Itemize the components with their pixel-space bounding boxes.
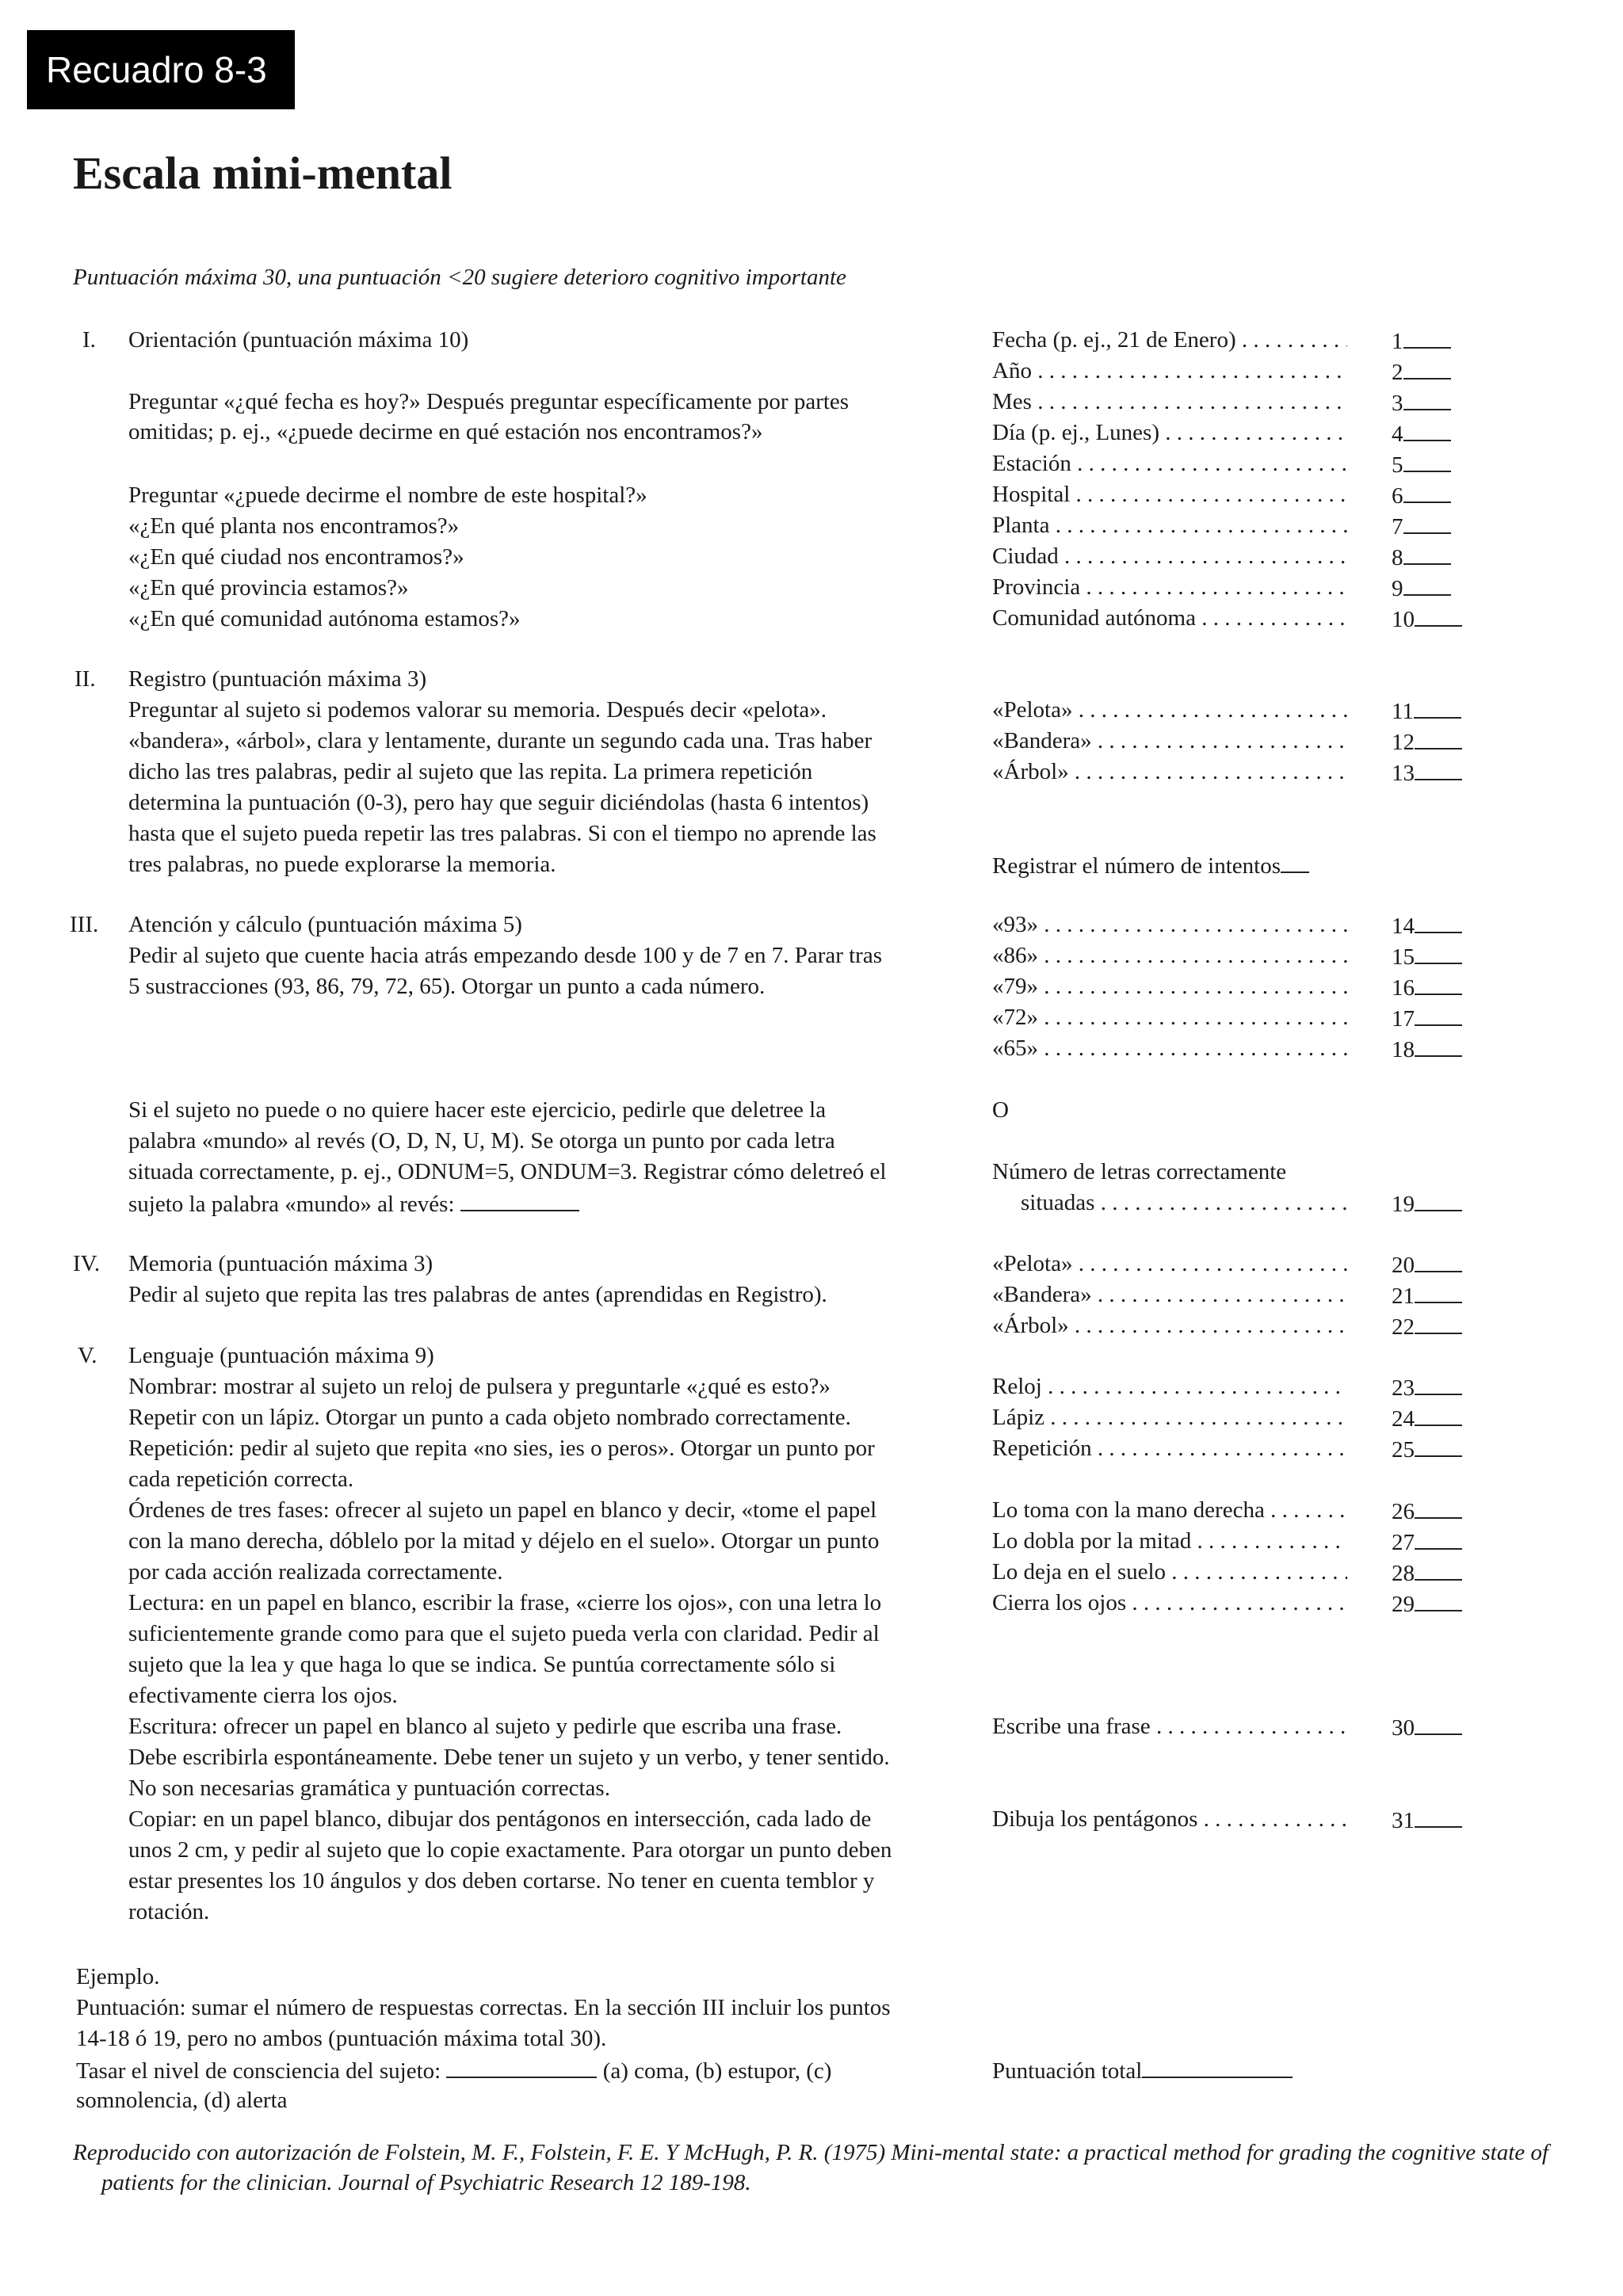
instruction-line: situada correctamente, p. ej., ODNUM=5, ONDUM=3. Registrar cómo deletreó el <box>128 1159 887 1184</box>
item-label: Lo dobla por la mitad . . . <box>992 1526 1347 1556</box>
instruction-line: «¿En qué provincia estamos?» <box>128 575 409 601</box>
score-slot[interactable] <box>1392 1249 1462 1280</box>
score-blank <box>1415 910 1462 933</box>
instruction-line <box>128 1188 579 1219</box>
item-label: Número de letras correctamente <box>992 1159 1287 1184</box>
score-blank <box>1403 572 1451 596</box>
score-slot[interactable] <box>1392 1526 1462 1558</box>
score-slot[interactable] <box>1392 1371 1462 1403</box>
item-number: 20 <box>1392 1253 1415 1278</box>
score-slot[interactable] <box>1392 356 1451 387</box>
instruction-line: Preguntar «¿puede decirme el nombre de este hospital?» <box>128 482 647 508</box>
item-number: 9 <box>1392 576 1403 601</box>
instruction-line: sujeto que la lea y que haga lo que se indica. Se puntúa correctamente sólo si <box>128 1652 836 1677</box>
item-label: Dibuja los pentágonos . . . <box>992 1804 1347 1834</box>
score-slot[interactable] <box>1392 1495 1462 1527</box>
consciousness-line <box>76 2054 831 2086</box>
score-blank <box>1415 1804 1462 1828</box>
total-score-blank[interactable] <box>1142 2054 1293 2078</box>
item-label: Planta . . . <box>992 510 1347 540</box>
score-slot[interactable] <box>1392 1433 1462 1465</box>
item-label: «Bandera» . . . <box>992 726 1347 756</box>
item-label: Hospital . . . <box>992 479 1347 509</box>
score-blank <box>1415 971 1462 995</box>
item-number: 13 <box>1392 761 1415 786</box>
attempts-blank[interactable] <box>1281 849 1309 873</box>
score-blank <box>1415 1033 1462 1057</box>
score-blank <box>1415 1188 1462 1211</box>
consciousness-options: (a) coma, (b) estupor, (c) <box>602 2058 832 2084</box>
item-number: 12 <box>1392 730 1415 755</box>
score-blank <box>1415 1526 1462 1550</box>
section-number: IV. <box>73 1251 101 1276</box>
instruction-line: determina la puntuación (0-3), pero hay que seguir diciéndolas (hasta 6 intentos) <box>128 790 869 815</box>
score-blank <box>1414 695 1461 719</box>
item-label: «93» . . . <box>992 910 1347 940</box>
score-slot[interactable] <box>1392 1804 1462 1836</box>
attempts-line <box>992 849 1309 881</box>
item-number: 4 <box>1392 421 1403 447</box>
score-slot[interactable] <box>1392 1588 1462 1619</box>
section-title: Atención y cálculo (puntuación máxima 5) <box>128 912 522 937</box>
item-number: 2 <box>1392 360 1403 385</box>
item-number: 7 <box>1392 514 1403 540</box>
score-slot[interactable] <box>1392 448 1451 480</box>
section-number: II. <box>74 666 96 692</box>
instruction-line: por cada acción realizada correctamente. <box>128 1559 503 1585</box>
item-label: Lápiz . . . <box>992 1402 1347 1432</box>
instruction-line: Pedir al sujeto que cuente hacia atrás empezando desde 100 y de 7 en 7. Parar tras <box>128 943 882 968</box>
score-slot[interactable] <box>1392 695 1461 727</box>
item-label: «Bandera» . . . <box>992 1280 1347 1310</box>
score-slot[interactable] <box>1392 325 1451 357</box>
item-label: «Árbol» . . . <box>992 757 1347 787</box>
instruction-line: No son necesarias gramática y puntuación correctas. <box>128 1775 610 1801</box>
score-blank <box>1415 1711 1462 1735</box>
score-blank <box>1403 325 1451 349</box>
instruction-line: efectivamente cierra los ojos. <box>128 1683 398 1708</box>
citation <box>73 2138 1563 2198</box>
item-label: «72» . . . <box>992 1002 1347 1032</box>
instruction-line: Pedir al sujeto que repita las tres palabras de antes (aprendidas en Registro). <box>128 1282 827 1307</box>
item-number: 21 <box>1392 1283 1415 1309</box>
score-blank <box>1415 1402 1462 1426</box>
instruction-line: Si el sujeto no puede o no quiere hacer este ejercicio, pedirle que deletree la <box>128 1097 827 1123</box>
item-label: Lo toma con la mano derecha . . . <box>992 1495 1347 1525</box>
section-title: Orientación (puntuación máxima 10) <box>128 327 469 353</box>
score-blank <box>1415 603 1462 627</box>
item-number: 22 <box>1392 1314 1415 1340</box>
score-blank <box>1415 1557 1462 1581</box>
instruction-line: suficientemente grande como para que el sujeto pueda verla con claridad. Pedir al <box>128 1621 880 1646</box>
instruction-line: unos 2 cm, y pedir al sujeto que lo copie exactamente. Para otorgar un punto deben <box>128 1837 892 1863</box>
instruction-line: rotación. <box>128 1899 210 1924</box>
item-label: «79» . . . <box>992 971 1347 1001</box>
section-number: III. <box>70 912 99 937</box>
section-title: Lenguaje (puntuación máxima 9) <box>128 1343 434 1368</box>
instruction-line: Nombrar: mostrar al sujeto un reloj de pulsera y preguntarle «¿qué es esto?» <box>128 1374 831 1399</box>
total-score-label: Puntuación total <box>992 2058 1143 2084</box>
instruction-line: Copiar: en un papel blanco, dibujar dos pentágonos en intersección, cada lado de <box>128 1806 872 1832</box>
instruction-line: Escritura: ofrecer un papel en blanco al sujeto y pedirle que escriba una frase. <box>128 1714 842 1739</box>
scoring-line: 14-18 ó 19, pero no ambos (puntuación máxima total 30). <box>76 2026 607 2051</box>
instruction-line: omitidas; p. ej., «¿puede decirme en qué estación nos encontramos?» <box>128 419 763 444</box>
instruction-line: Repetir con un lápiz. Otorgar un punto a cada objeto nombrado correctamente. <box>128 1405 851 1430</box>
item-number: 14 <box>1392 913 1415 939</box>
page-title: Escala mini-mental <box>73 147 453 199</box>
item-number: 10 <box>1392 607 1415 632</box>
score-slot[interactable] <box>1392 1310 1462 1342</box>
item-label: «65» . . . <box>992 1033 1347 1063</box>
score-slot[interactable] <box>1392 1280 1462 1311</box>
instruction-text: sujeto la palabra «mundo» al revés: <box>128 1192 455 1217</box>
score-slot[interactable] <box>1392 726 1462 757</box>
score-slot[interactable] <box>1392 1557 1462 1589</box>
score-blank <box>1415 1280 1462 1303</box>
score-blank <box>1403 541 1451 565</box>
subtitle: Puntuación máxima 30, una puntuación <20 sugiere deterioro cognitivo importante <box>73 265 846 290</box>
item-label: Ciudad . . . <box>992 541 1347 571</box>
instruction-line: Preguntar al sujeto si podemos valorar su memoria. Después decir «pelota». <box>128 697 827 723</box>
instruction-line: Lectura: en un papel en blanco, escribir la frase, «cierre los ojos», con una letra lo <box>128 1590 882 1615</box>
score-blank <box>1415 1310 1462 1334</box>
item-number: 19 <box>1392 1192 1415 1217</box>
score-slot[interactable] <box>1392 1033 1462 1065</box>
instruction-line: Preguntar «¿qué fecha es hoy?» Después preguntar específicamente por partes <box>128 389 850 414</box>
instruction-line: «¿En qué ciudad nos encontramos?» <box>128 544 464 570</box>
score-slot[interactable] <box>1392 418 1451 449</box>
instruction-line: 5 sustracciones (93, 86, 79, 72, 65). Otorgar un punto a cada número. <box>128 974 766 999</box>
item-number: 25 <box>1392 1437 1415 1463</box>
score-blank <box>1415 1002 1462 1026</box>
citation-line: patients for the clinician. Journal of Psychiatric Research 12 189-198. <box>101 2170 751 2195</box>
item-label: «Pelota» . . . <box>992 1249 1347 1279</box>
item-label: Provincia . . . <box>992 572 1347 602</box>
item-number: 3 <box>1392 391 1403 416</box>
score-blank <box>1403 418 1451 441</box>
item-label: Año . . . <box>992 356 1347 386</box>
instruction-line: Repetición: pedir al sujeto que repita «no sies, ies o peros». Otorgar un punto por <box>128 1436 875 1461</box>
item-number: 18 <box>1392 1037 1415 1062</box>
item-number: 15 <box>1392 944 1415 970</box>
item-number: 30 <box>1392 1715 1415 1741</box>
score-slot[interactable] <box>1392 572 1451 604</box>
section-title: Registro (puntuación máxima 3) <box>128 666 427 692</box>
score-slot[interactable] <box>1392 1711 1462 1743</box>
instruction-line: dicho las tres palabras, pedir al sujeto que las repita. La primera repetición <box>128 759 813 784</box>
total-score-line <box>992 2054 1293 2086</box>
score-blank <box>1403 448 1451 472</box>
score-blank <box>1403 356 1451 379</box>
citation-line: Reproducido con autorización de Folstein, M. F., Folstein, F. E. Y McHugh, P. R. (1975) Mini-mental state: a practical method for grading the cognitive state of <box>73 2140 1549 2165</box>
instruction-line: hasta que el sujeto pueda repetir las tres palabras. Si con el tiempo no aprende las <box>128 821 876 846</box>
instruction-line: estar presentes los 10 ángulos y dos deben cortarse. No tener en cuenta temblor y <box>128 1868 875 1894</box>
item-number: 28 <box>1392 1561 1415 1586</box>
section-number: V. <box>78 1343 97 1368</box>
scoring-line: somnolencia, (d) alerta <box>76 2088 288 2113</box>
spelling-answer-line[interactable] <box>460 1188 579 1211</box>
item-number: 27 <box>1392 1530 1415 1555</box>
item-label: «86» . . . <box>992 940 1347 971</box>
item-number: 31 <box>1392 1808 1415 1833</box>
score-slot[interactable] <box>1392 971 1462 1003</box>
score-blank <box>1403 479 1451 503</box>
score-blank <box>1415 940 1462 964</box>
instruction-line: palabra «mundo» al revés (O, D, N, U, M). Se otorga un punto por cada letra <box>128 1128 835 1154</box>
item-label: Mes . . . <box>992 387 1347 417</box>
instruction-line: Debe escribirla espontáneamente. Debe tener un sujeto y un verbo, y tener sentido. <box>128 1745 890 1770</box>
box-label: Recuadro 8-3 <box>27 30 295 109</box>
item-number: 5 <box>1392 452 1403 478</box>
score-blank <box>1403 387 1451 410</box>
item-label: Repetición . . . <box>992 1433 1347 1463</box>
item-number: 8 <box>1392 545 1403 570</box>
score-slot[interactable] <box>1392 387 1451 418</box>
score-slot[interactable] <box>1392 910 1462 941</box>
instruction-line: cada repetición correcta. <box>128 1466 354 1492</box>
section-number: I. <box>82 327 96 353</box>
item-number: 29 <box>1392 1592 1415 1617</box>
item-number: 1 <box>1392 329 1403 354</box>
item-label: Escribe una frase . . . <box>992 1711 1347 1741</box>
item-label: Día (p. ej., Lunes) . . . <box>992 418 1347 448</box>
score-blank <box>1415 757 1462 780</box>
example-label: Ejemplo. <box>76 1964 160 1989</box>
item-number: 6 <box>1392 483 1403 509</box>
instruction-line: «bandera», «árbol», clara y lentamente, durante un segundo cada una. Tras haber <box>128 728 873 753</box>
score-blank <box>1403 510 1451 534</box>
item-number: 17 <box>1392 1006 1415 1032</box>
attempts-label: Registrar el número de intentos <box>992 853 1281 879</box>
or-label: O <box>992 1097 1009 1123</box>
score-blank <box>1415 1588 1462 1611</box>
instruction-line: Órdenes de tres fases: ofrecer al sujeto un papel en blanco y decir, «tome el papel <box>128 1497 877 1523</box>
score-blank <box>1415 1249 1462 1272</box>
item-number: 24 <box>1392 1406 1415 1432</box>
score-blank <box>1415 1371 1462 1395</box>
item-number: 23 <box>1392 1375 1415 1401</box>
instruction-line: tres palabras, no puede explorarse la memoria. <box>128 852 556 877</box>
item-label: Fecha (p. ej., 21 de Enero) . . . <box>992 325 1347 355</box>
item-label: situadas . . . <box>1021 1188 1347 1218</box>
score-slot[interactable] <box>1392 479 1451 511</box>
item-label: «Pelota» . . . <box>992 695 1347 725</box>
item-number: 11 <box>1392 699 1414 724</box>
item-label: Lo deja en el suelo . . . <box>992 1557 1347 1587</box>
score-blank <box>1415 1433 1462 1457</box>
score-slot[interactable] <box>1392 1188 1462 1219</box>
item-label: Comunidad autónoma . . . <box>992 603 1347 633</box>
score-slot[interactable] <box>1392 510 1451 542</box>
consciousness-answer-line[interactable] <box>446 2054 597 2078</box>
instruction-line: «¿En qué comunidad autónoma estamos?» <box>128 606 521 631</box>
instruction-line: con la mano derecha, dóblelo por la mitad y déjelo en el suelo». Otorgar un punto <box>128 1528 880 1554</box>
score-slot[interactable] <box>1392 1002 1462 1034</box>
score-slot[interactable] <box>1392 541 1451 573</box>
item-label: Cierra los ojos . . . <box>992 1588 1347 1618</box>
score-slot[interactable] <box>1392 1402 1462 1434</box>
item-label: Estación . . . <box>992 448 1347 479</box>
item-number: 16 <box>1392 975 1415 1001</box>
consciousness-label: Tasar el nivel de consciencia del sujeto: <box>76 2058 441 2084</box>
score-slot[interactable] <box>1392 603 1462 635</box>
item-label: «Árbol» . . . <box>992 1310 1347 1341</box>
scoring-line: Puntuación: sumar el número de respuestas correctas. En la sección III incluir los puntos <box>76 1995 891 2020</box>
item-label: Reloj . . . <box>992 1371 1347 1402</box>
score-slot[interactable] <box>1392 940 1462 972</box>
instruction-line: «¿En qué planta nos encontramos?» <box>128 513 460 539</box>
score-slot[interactable] <box>1392 757 1462 788</box>
score-blank <box>1415 726 1462 749</box>
section-title: Memoria (puntuación máxima 3) <box>128 1251 433 1276</box>
item-number: 26 <box>1392 1499 1415 1524</box>
score-blank <box>1415 1495 1462 1519</box>
